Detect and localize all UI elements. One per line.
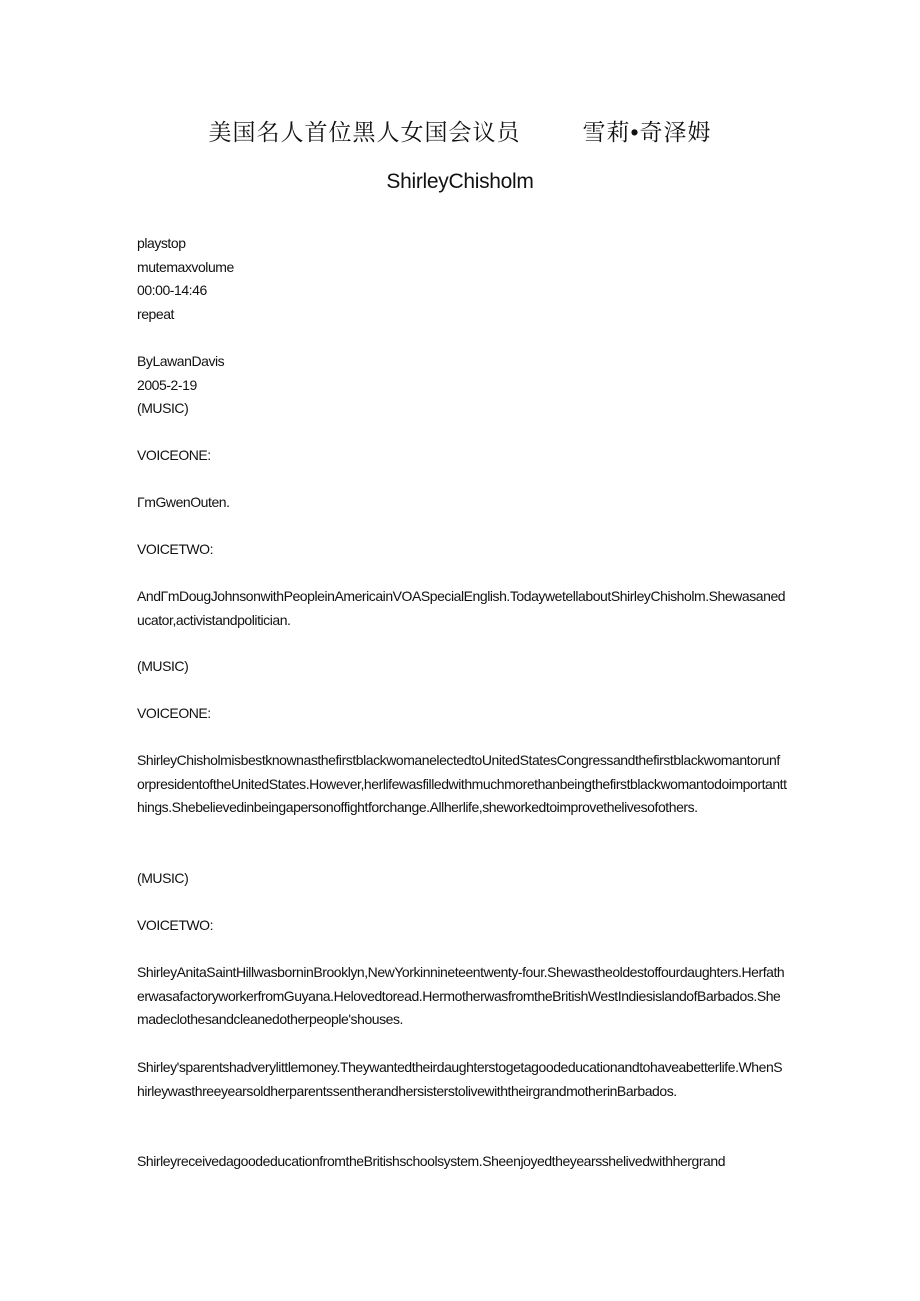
paragraph: ShirleyChisholmisbestknownasthefirstblackwomanelectedtoUnitedStatesCongressandthefirstblackwomantorunforpresidentoftheUnitedStates.However,herlifewasfilledwithmuchmorethanbeingthefirstblackwomantodoimportantthings.Shebelievedinbeingapersonoffightforchange.Allherlife,sheworkedtoimprovethelivesofothers. — [137, 752, 787, 815]
player-controls-text — [137, 232, 787, 326]
music-cue: (MUSIC) — [137, 658, 189, 674]
paragraph: ShirleyreceivedagoodeducationfromtheBritishschoolsystem.Sheenjoyedtheyearsshelivedwithhergrand — [137, 1153, 726, 1169]
publish-date: 2005-2-19 — [137, 376, 197, 393]
speaker-label: VOICETWO: — [137, 917, 214, 933]
player-line-playstop: playstop — [137, 235, 186, 251]
music-cue: (MUSIC) — [137, 400, 189, 416]
document-title — [0, 114, 920, 147]
title-chinese-main: 美国名人首位黑人女国会议员 — [208, 119, 521, 145]
article-meta — [137, 350, 787, 421]
document-subtitle: ShirleyChisholm — [386, 170, 534, 193]
paragraph: AndΓmDougJohnsonwithPeopleinAmericainVOASpecialEnglish.TodaywetellaboutShirleyChisholm.Shewasaneducator,activistandpolitician. — [137, 588, 786, 628]
paragraph: ShirleyAnitaSaintHillwasborninBrooklyn,NewYorkinnineteentwenty-four.Shewastheoldestoffourdaughters.HerfatherwasafactoryworkerfromGuyana.Helovedtoread.HermotherwasfromtheBritishWestIndiesislandofBarbados.Shemadeclothesandcleanedotherpeople'shouses. — [137, 964, 785, 1027]
byline: ByLawanDavis — [137, 353, 225, 369]
paragraph: ΓmGwenOuten. — [137, 494, 230, 510]
player-line-repeat: repeat — [137, 305, 174, 322]
paragraph: Shirley'sparentshadverylittlemoney.Theywantedtheirdaughterstogetagoodeducationandtohaveabetterlife.WhenShirleywasthreeyearsoldherparentssentherandhersisterstolivewiththeirgrandmotherinBarbados. — [137, 1059, 783, 1099]
speaker-label: VOICEONE: — [137, 447, 211, 463]
player-line-volume: mutemaxvolume — [137, 258, 234, 275]
speaker-label: VOICETWO: — [137, 541, 214, 557]
player-line-time: 00:00-14:46 — [137, 282, 207, 298]
speaker-label: VOICEONE: — [137, 705, 211, 721]
title-chinese-name: 雪莉•奇泽姆 — [582, 119, 712, 145]
music-cue: (MUSIC) — [137, 870, 189, 886]
